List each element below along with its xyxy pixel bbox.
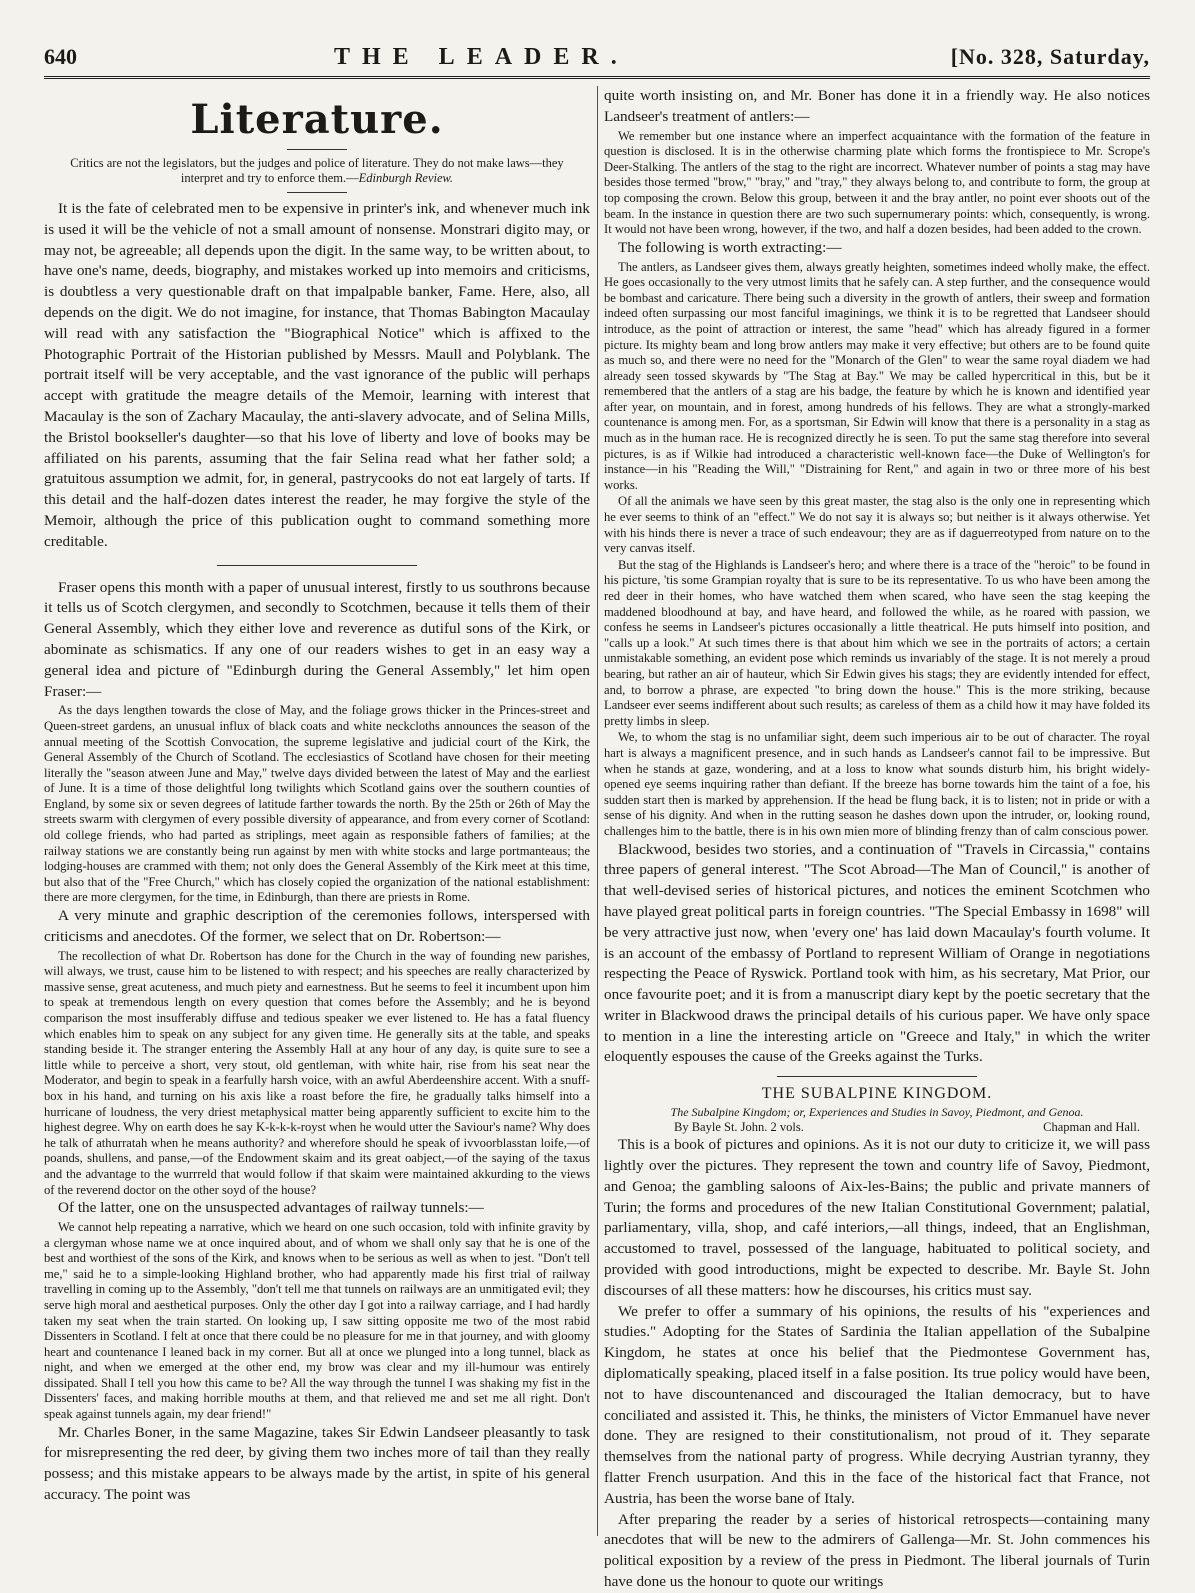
book-publisher: Chapman and Hall. (1043, 1120, 1140, 1135)
article-paragraph: quite worth insisting on, and Mr. Boner has done it in a friendly way. He also notices Landseer's treatment of antlers:— (604, 87, 1150, 125)
right-column (604, 86, 1150, 1591)
article-paragraph: This is a book of pictures and opinions. As it is not our duty to criticize it, we will pass lightly over the pictures. They represent the town and country life of Savoy, Piedmont, and Genoa; the gambling saloons of Aix-les-Bains; the public and private manners of Turin; the forms and procedures of the new Italian Constitutional Government; palatial, parliamentary, villa, shop, and café interiors,—all things, indeed, that an Englishman, accustomed to travel, possessed of the language, habituated to political society, and provided with good introductions, might be expected to describe. Mr. Bayle St. John discourses of all these matters: how he discourses, his critics must say. (604, 1136, 1150, 1299)
article-separator (217, 565, 417, 566)
review-separator (777, 1076, 977, 1077)
quoted-extract: As the days lengthen towards the close of May, and the foliage grows thicker in the Princes-street and Queen-street gardens, an unusual influx of black coats and white neckcloths announces the season of the annual meeting of the Scottish Convocation, the supreme legislative and judicial court of the Kirk, the General Assembly of the Church of Scotland. The ecclesiastics of Scotland have chosen for their meeting literally the "season atween June and May," twelve days divided between the latest of May and the earliest of June. It is a time of those delightful long twilights which Scotland gains over the southern counties of England, by some six or seven degrees of latitude farther towards the north. By the 25th or 26th of May the streets swarm with clergymen of every possible diversity of appearance, and from every corner of Scotland: old college friends, who had parted as striplings, meet again as responsible fathers of families; at the railway stations we are constantly being run against by men with white stocks and large portmanteaus; the lodging-houses are crammed with them; not only does the General Assembly of the Kirk meet at this time, but also that of the "Free Church," which has closely copied the organization of the national establishment: there are more clergymen, for the time, in Edinburgh, than there are priests in Rome. (44, 703, 590, 905)
section-title: Literature. (190, 96, 444, 143)
article-paragraph: After preparing the reader by a series of historical retrospects—containing many anecdotes that will be new to the admirers of Gallenga—Mr. St. John commences his political exposition by a review of the press in Piedmont. The liberal journals of Turin have done us the honour to quote our writings (604, 1510, 1150, 1591)
article-paragraph: Blackwood, besides two stories, and a continuation of "Travels in Circassia," contains three papers of general interest. "The Scot Abroad—The Man of Council," is another of that well-devised series of historical pictures, and notices the eminent Scotchmen who have played great political parts in foreign countries. "The Special Embassy in 1698" will be very attractive just now, when 'every one' has laid down Macaulay's fourth volume. It is an account of the embassy of Portland to represent William of Orange in negotiations respecting the Peace of Ryswick. Portland took with him, as his secretary, Mat Prior, our once favourite poet; and it is from a manuscript diary kept by the poetic secretary that the writer in Blackwood draws the principal details of his curious paper. We have only space to mention in a line the interesting article on "Greece and Italy," in which the writer eloquently espouses the cause of the Greeks against the Turks. (604, 840, 1150, 1066)
motto-text: Critics are not the legislators, but the judges and police of literature. They do not make laws—they interpret and try to enforce them.— (70, 156, 564, 185)
newspaper-title: THE LEADER. (334, 44, 629, 70)
article-paragraph: Fraser opens this month with a paper of unusual interest, firstly to us southrons because it tells us of Scotch clergymen, and secondly to Scotchmen, because it tells them of their General Assembly, which they either love and reverence as dutiful sons of the Kirk, or abominate as schismatics. If any one of our readers wishes to get in an easy way a general idea and picture of "Edinburgh during the General Assembly," let him open Fraser:— (44, 578, 590, 700)
quoted-extract: We remember but one instance where an imperfect acquaintance with the formation of the feature in question is disclosed. It is in the otherwise charming plate which forms the frontispiece to Mr. Scrope's Deer-Stalking. The antlers of the stag to the right are incorrect. Whatever number of points a stag may have besides those termed "brow," "bray," and "tray," they always belong to, and contribute to form, the group at top composing the crown. Below this group, between it and the bray antler, no point ever shoots out of the beam. In the instance in question there are two such supernumerary points: which, consequently, is wrong. It would not have been wrong, however, if the two, and half a dozen besides, had been added to the crown. (604, 128, 1150, 237)
quoted-extract: We, to whom the stag is no unfamiliar sight, deem such imperious air to be out of character. The royal hart is always a magnificent presence, and in such hands as Landseer's cannot fail to be impressive. But when he stands at gaze, wondering, and at a loss to know what sounds disturb him, his bright widely-opened eye seems inquiring rather than defiant. If the breeze has borne towards him the taint of a foe, his sudden start then is marked by apprehension. If the head be flung back, it is to listen; not in pride or with a sense of his dignity. And when in the rutting season he dashes down upon the intruder, or, looking round, challenges him to the battle, there is in his own mien more of blinding frenzy than of calm conscious power. (604, 730, 1150, 838)
quoted-extract: But the stag of the Highlands is Landseer's hero; and where there is a trace of the "heroic" to be found in his picture, 'tis some Grampian royalty that is sure to be its representative. To us who have been among the red deer in their homes, who have watched them when scared, who have seen the stag keeping the maddened bloodhound at bay, and have heard, and followed the while, as he roared with passion, we confess he seems in Landseer's pictures occasionally a little theatrical. He puts himself into position, and "calls up a look." At such times there is that about him which we see in the portraits of actors; a certain unmistakable something, an evident pose which reminds us invariably of the stage. It is not merely a proud bearing, but rather an air of hauteur, which Sir Edwin gives his stags; they are evidently intended for effect, and, to borrow a phrase, are expected "to bring down the house." This is the more striking, because Landseer ever seems indifferent about such results; as careless of them as a child how it may have folded its pretty limbs in sleep. (604, 557, 1150, 728)
left-column (44, 86, 590, 1536)
review-heading: THE SUBALPINE KINGDOM. (761, 1085, 993, 1103)
article-paragraph: A very minute and graphic description of the ceremonies follows, interspersed with criticisms and anecdotes. Of the former, we select that on Dr. Robertson:— (44, 907, 590, 945)
title-rule (287, 149, 347, 150)
book-subtitle: The Subalpine Kingdom; or, Experiences and Studies in Savoy, Piedmont, and Genoa. (670, 1105, 1084, 1120)
quoted-extract: Of all the animals we have seen by this great master, the stag also is the only one in representing which he ever seems to think of an "effect." We do not say it is always so; but neither is it always otherwise. Yet with his hinds there is never a trace of such endeavour; they are as if daguerreotyped from nature on to the very canvas itself. (604, 494, 1150, 556)
quoted-extract: We cannot help repeating a narrative, which we heard on one such occasion, told with infinite gravity by a clergyman whose name we at once inquired about, and of whom we shall only say that he is one of the best and worthiest of the sons of the Kirk, and knows when to be serious as well as when to jest. "Don't tell me," said he to a simple-looking Highland brother, who had apparently made his first trial of railway travelling in coming up to the Assembly, "don't tell me that tunnels on railways are an unmitigated evil; they serve high moral and aesthetical purposes. Only the other day I got into a railway carriage, and I had hardly taken my seat when the train started. On looking up, I saw sitting opposite me two of the most rabid Dissenters in Scotland. I felt at once that there could be no pleasure for me in that journey, and with gloomy heart and countenance I leaned back in my corner. But all at once we plunged into a long tunnel, black as night, and when we emerged at the other end, my brow was clear and my ill-humour was entirely dissipated. Shall I tell you how this came to be? All the way through the tunnel I was shaking my fist in the Dissenters' faces, and making horrible mouths at them, and that relieved me and set me all right. Don't speak against tunnels again, my dear friend!" (44, 1219, 590, 1422)
motto (52, 156, 582, 186)
article-paragraph: The following is worth extracting:— (618, 238, 842, 256)
book-byline (604, 1119, 1150, 1135)
article-paragraph: It is the fate of celebrated men to be expensive in printer's ink, and whenever much ink is used it will be the vehicle of not a small amount of nonsense. Monstrari digito may, or may not, be agreeable; all depends upon the digit. In the same way, to be written about, to have one's name, deeds, biography, and mistakes worked up into memoirs and criticisms, is doubtless a very questionable draft on that impalpable banker, Fame. Here, also, all depends on the digit. We do not imagine, for instance, that Thomas Babington Macaulay will read with any satisfaction the "Biographical Notice" which is affixed to the Photographic Portrait of the Historian published by Messrs. Maull and Polyblank. The portrait itself will be very acceptable, and the vast ignorance of the public will perhaps accept with gratitude the meagre details of the Memoir, learning with interest that Macaulay is the son of Zachary Macaulay, the anti-slavery advocate, and of Selina Mills, the Bristol bookseller's daughter—so that his love of liberty and love of books may be affiliated on his parents, assuming that the fair Selina read what her father sold; a gratuitous assumption we admit, for, in general, pastrycooks do not eat largely of tarts. If this detail and the half-dozen dates interest the reader, he may forgive the style of the Memoir, although the price of this publication ought to command something more creditable. (44, 200, 590, 550)
article-paragraph: We prefer to offer a summary of his opinions, the results of his "experiences and studies." Adopting for the States of Sardinia the Italian appellation of the Subalpine Kingdom, he states at once his belief that the Piedmontese Government has, diplomatically speaking, placed itself in a false position. Its true policy would have been, not to have discountenanced and discouraged the Italian democracy, but to have conciliated and assisted it. This, he thinks, the ministers of Victor Emmanuel have never done. They are resigned to their constitutionalism, not proud of it. They separate themselves from the national party of progress. While decrying Austrian tyranny, they flatter French usurpation. And this in the face of the historical fact that France, not Austria, has been the worse bane of Italy. (604, 1302, 1150, 1507)
quoted-extract: The recollection of what Dr. Robertson has done for the Church in the way of founding new parishes, will always, we trust, cause him to be listened to with respect; and his speeches are really characterized by massive sense, great acuteness, and much piety and earnestness. But he seems to feel it incumbent upon him to speak at tremendous length on every question that comes before the Assembly; and he is beyond comparison the most insufferably diffuse and tedious speaker we ever listened to. He has a fatal fluency which enables him to speak on any subject for any given time. He generally sits at the table, and speaks standing beside it. The stranger entering the Assembly Hall at any hour of any day, is quite sure to see a little while to perceive a short, very stout, old gentleman, with white hair, rise from his seat near the Moderator, and begin to speak in a fearfully harsh voice, with an awful Aberdeenshire accent. With a snuff-box in his hand, and turning on his axis like a roast before the fire, he gradually talks himself into a hurricane of loudness, the very driest metaphysical matter being apparently sufficient to excite him to the highest degree. Why on earth does he say K-k-k-k-royst when he would utter the Saviour's name? Why does he talk of athurratah when he means authority? and wherefore should he speak of ivvoorblasstan loife,—of poands, shullens, and panse,—of the Endowment skaim and its great oabject,—of the saying of the taxus and the advantage to the wurrreld that would follow if that skaim were maintained akkurding to the views of the reverend doctor on the other soyd of the house? (44, 948, 590, 1197)
book-author: By Bayle St. John. 2 vols. (674, 1120, 804, 1135)
article-paragraph: Mr. Charles Boner, in the same Magazine, takes Sir Edwin Landseer pleasantly to task for misrepresenting the red deer, by giving them two inches more of tail than they really possess; and this mistake appears to be always made by the artist, in spite of his general accuracy. The point was (44, 1423, 590, 1504)
motto-rule (287, 192, 347, 193)
masthead-rule (44, 76, 1150, 79)
column-divider (597, 86, 598, 1536)
quoted-extract: The antlers, as Landseer gives them, always greatly heighten, sometimes indeed wholly make, the effect. He goes occasionally to the very utmost limits that he safely can. A step further, and the consequence would be bombast and caricature. There being such a diversity in the growth of antlers, their sweep and formation indeed often surpassing our most fanciful imaginings, we think it is to be regretted that Landseer should introduce, as the point of attraction or interest, the same "head" which has already figured in a former picture. Its mighty beam and long brow antlers may make it very effective; but others are to be found quite as much so, and there were no need for the "Monarch of the Glen" to wear the same royal diadem we had already seen tossed skywards by "The Stag at Bay." We may be called hypercritical in this, but be it remembered that the antlers of a stag are his badge, the feature by which he is known and identified year after year, on mountain, and in forest, among hundreds of his fellows. They are what a strongly-marked countenance is among men. For, as a sportsman, Sir Edwin will know that there is a personality in a stag as much as in the human race. He is recognized directly he is seen. To put the same stag therefore into several pictures, is as if Wilkie had introduced a characteristic well-known face—the Duke of Wellington's for instance—in his "Reading the Will," "Distraining for Rent," and again in two or three more of his best works. (604, 259, 1150, 492)
article-paragraph: Of the latter, one on the unsuspected advantages of railway tunnels:— (58, 1199, 484, 1217)
motto-source: Edinburgh Review. (358, 171, 454, 185)
page-number: 640 (44, 44, 77, 69)
masthead (44, 42, 1150, 72)
issue-info: [No. 328, Saturday, (950, 44, 1150, 69)
